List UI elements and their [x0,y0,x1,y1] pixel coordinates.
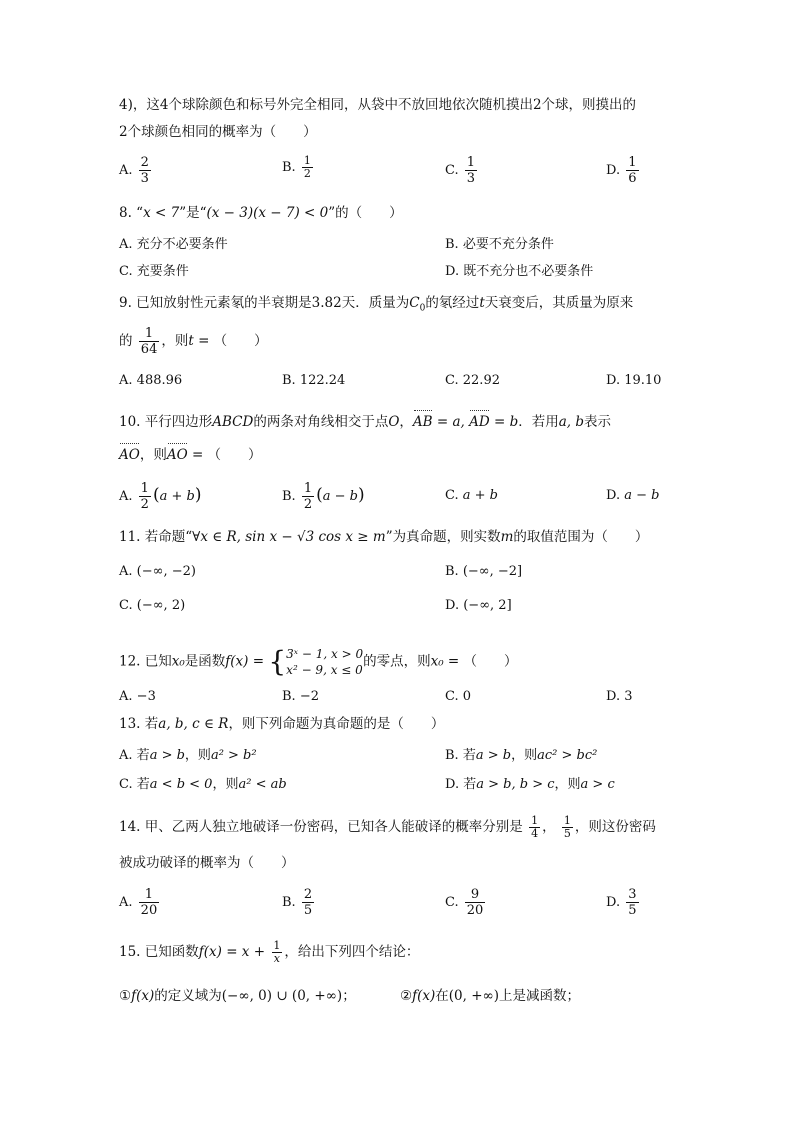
q12-option-c[interactable]: C. 0 [445,689,472,704]
q10-option-d[interactable]: D. a − b [606,488,660,503]
q8-option-c[interactable]: C. 充要条件 [119,264,189,279]
q10-option-a[interactable]: A. $\frac{1}{2}$ (a + b) [119,481,202,512]
q10-option-b[interactable]: B. $\frac{1}{2}$ (a − b) [282,481,365,512]
q11-option-a[interactable]: A. (−∞, −2) [119,564,196,579]
q15-stem: 15. 已知函数f(x) = x + $\frac{1}{x}$ ，给出下列四个结论： [119,939,420,965]
q7-option-d[interactable]: D. $\frac{1}{6}$ [606,155,637,186]
q8-option-a[interactable]: A. 充分不必要条件 [119,237,228,252]
q14-stem-line1: 14. 甲、乙两人独立地破译一份密码，已知各人能破译的概率分别是 $\frac{1}{4}$ ， $\frac{1}{5}$ ，则这份密码 [119,814,656,840]
q11-option-b[interactable]: B. (−∞, −2] [445,564,523,579]
q14-option-b[interactable]: B. $\frac{2}{5}$ [282,887,313,918]
q14-option-a[interactable]: A. $\frac{1}{20}$ [119,887,158,918]
q12-option-b[interactable]: B. −2 [282,689,319,704]
q7-stem-line2: 2个球颜色相同的概率为（ ） [119,124,317,140]
q8-stem: 8. “x < 7”是“(x − 3)(x − 7) < 0”的（ ） [119,205,403,221]
q8-option-b[interactable]: B. 必要不充分条件 [445,237,554,252]
q12-option-a[interactable]: A. −3 [119,689,156,704]
q10-stem-line1: 10. 平行四边形ABCD的两条对角线相交于点O，AB = a, AD = b．若用a, b表示 [119,414,612,430]
q13-option-b[interactable]: B. 若a > b，则ac² > bc² [445,748,598,763]
q15-conclusion-1: ①f(x)的定义域为(−∞, 0) ∪ (0, +∞)； [119,988,356,1004]
q12-option-d[interactable]: D. 3 [606,689,633,704]
q13-option-a[interactable]: A. 若a > b，则a² > b² [119,748,257,763]
q9-stem-line2: 的 $\frac{1}{64}$ ，则t = （ ） [119,326,268,357]
q7-stem-line1: 4)，这4个球除颜色和标号外完全相同，从袋中不放回地依次随机摸出2个球，则摸出的 [119,97,637,113]
q7-option-a[interactable]: A. $\frac{2}{3}$ [119,155,149,186]
q13-option-c[interactable]: C. 若a < b < 0，则a² < ab [119,777,287,792]
q10-stem-line2: AO，则AO = （ ） [119,447,262,463]
q9-option-c[interactable]: C. 22.92 [445,373,500,388]
q14-option-c[interactable]: C. $\frac{9}{20}$ [445,887,484,918]
q11-stem: 11. 若命题“∀x ∈ R, sin x − √3 cos x ≥ m”为真命题，则实数m的取值范围为（ ） [119,529,649,545]
q10-option-c[interactable]: C. a + b [445,488,498,503]
q12-stem: 12. 已知x₀是函数f(x) = { 3ˣ − 1, x > 0 x² − 9, x ≤ 0 的零点，则x₀ = （ ） [119,645,518,678]
q7-option-b[interactable]: B. $\frac{1}{2}$ [282,154,311,180]
q9-stem-line1: 9. 已知放射性元素氡的半衰期是3.82天．质量为$C_0$的氡经过t天衰变后，其质量为原来 [119,295,634,314]
q9-option-d[interactable]: D. 19.10 [606,373,662,388]
q13-stem: 13. 若a, b, c ∈ R，则下列命题为真命题的是（ ） [119,716,445,732]
q14-option-d[interactable]: D. $\frac{3}{5}$ [606,887,637,918]
q11-option-c[interactable]: C. (−∞, 2) [119,598,186,613]
q13-option-d[interactable]: D. 若a > b, b > c，则a > c [445,777,615,792]
q14-stem-line2: 被成功破译的概率为（ ） [119,855,295,871]
q9-option-a[interactable]: A. 488.96 [119,373,183,388]
q8-option-d[interactable]: D. 既不充分也不必要条件 [445,264,594,279]
q15-conclusion-2: ②f(x)在(0, +∞)上是减函数； [400,988,581,1004]
q7-option-c[interactable]: C. $\frac{1}{3}$ [445,155,476,186]
q9-option-b[interactable]: B. 122.24 [282,373,346,388]
q11-option-d[interactable]: D. (−∞, 2] [445,598,512,613]
